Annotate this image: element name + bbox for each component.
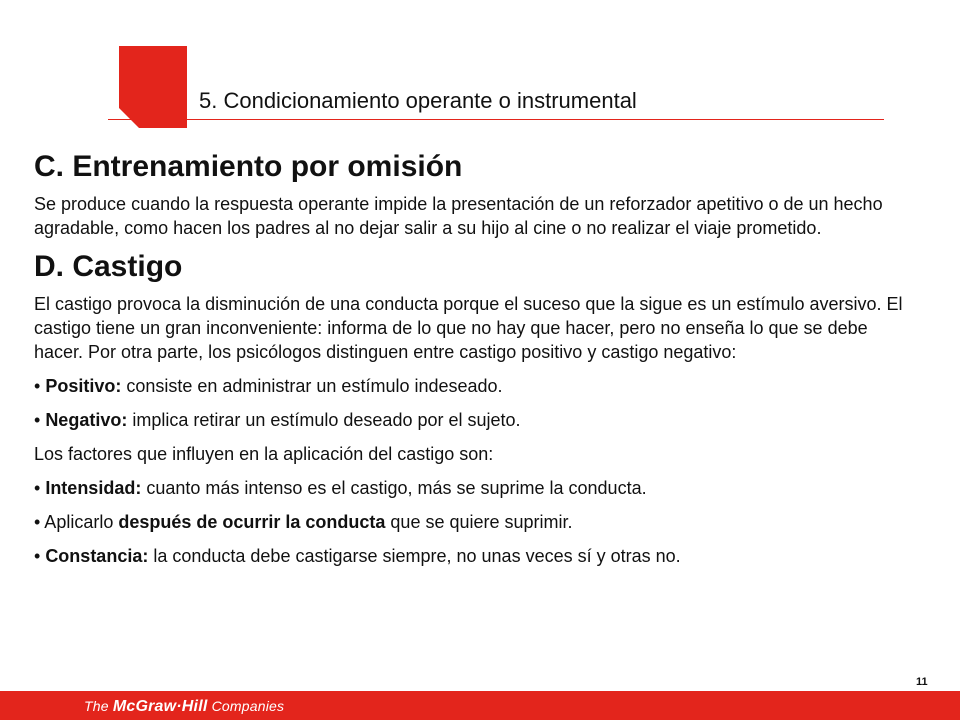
bullet-positive	[34, 374, 914, 398]
bullet-constancy-prefix: •	[34, 546, 46, 566]
bullet-timing-prefix: • Aplicarlo	[34, 512, 119, 532]
publisher-logo	[84, 698, 284, 716]
omission-training-text: Se produce cuando la respuesta operante impide la presentación de un reforzador apetitivo o de un hecho agradable, como hacen los padres al no dejar salir a su hijo al cine o no realizar el viaje prometido.	[34, 194, 883, 238]
bullet-timing	[34, 510, 914, 534]
bullet-intensity	[34, 476, 914, 500]
bullet-negative-prefix: •	[34, 410, 46, 430]
logo-suffix: Companies	[207, 698, 285, 714]
bullet-intensity-text: cuanto más intenso es el castigo, más se suprime la conducta.	[141, 478, 647, 498]
punishment-text: El castigo provoca la disminución de una conducta porque el suceso que la sigue es un estímulo aversivo. El castigo tiene un gran inconveniente: informa de lo que no hay que hacer, pero no enseña lo que se debe hacer. Por otra parte, los psicólogos distinguen entre castigo positivo y castigo negativo:	[34, 294, 903, 362]
header-divider	[108, 119, 884, 120]
bullet-intensity-prefix: •	[34, 478, 46, 498]
footer-bar	[0, 691, 960, 720]
bullet-intensity-term: Intensidad:	[45, 478, 142, 498]
heading-punishment: D. Castigo	[34, 250, 183, 283]
bullet-timing-text: que se quiere suprimir.	[385, 512, 573, 532]
page-number: 11	[916, 676, 928, 688]
heading-omission-training: C. Entrenamiento por omisión	[34, 150, 463, 183]
bullet-positive-text: consiste en administrar un estímulo indeseado.	[121, 376, 503, 396]
bullet-negative	[34, 408, 914, 432]
bullet-negative-term: Negativo:	[45, 410, 128, 430]
section-title: 5. Condicionamiento operante o instrumental	[199, 88, 637, 113]
bullet-positive-prefix: •	[34, 376, 46, 396]
bullet-positive-term: Positivo:	[45, 376, 122, 396]
bullet-constancy	[34, 544, 914, 568]
logo-brand: McGraw·Hill	[112, 698, 208, 715]
factors-intro: Los factores que influyen en la aplicación del castigo son:	[34, 444, 494, 464]
header-red-tab	[119, 46, 187, 128]
logo-prefix: The	[84, 698, 113, 714]
bullet-constancy-text: la conducta debe castigarse siempre, no unas veces sí y otras no.	[148, 546, 681, 566]
bullet-constancy-term: Constancia:	[45, 546, 149, 566]
bullet-negative-text: implica retirar un estímulo deseado por el sujeto.	[127, 410, 521, 430]
slide-content	[34, 150, 914, 578]
bullet-timing-term: después de ocurrir la conducta	[118, 512, 386, 532]
